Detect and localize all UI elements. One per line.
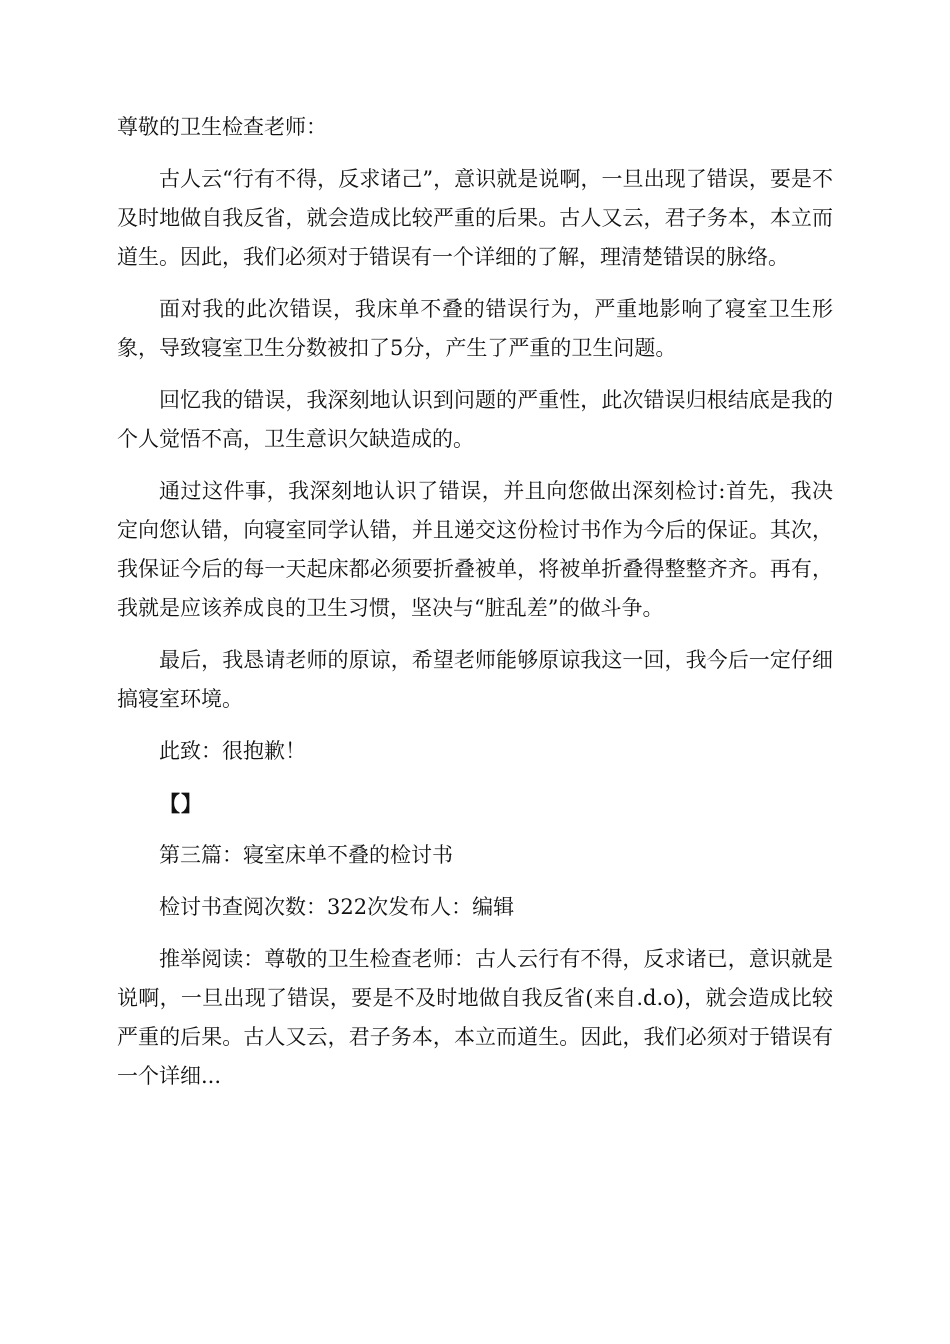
closing-line: 此致：很抱歉！ [159,739,306,763]
paragraph-2: 面对我的此次错误，我床单不叠的错误行为，严重地影响了寝室卫生形象，导致寝室卫生分数被扣了5分，产生了严重的卫生问题。 [117,297,833,360]
salutation: 尊敬的卫生检查老师： [117,115,327,139]
paragraph-3: 回忆我的错误，我深刻地认识到问题的严重性，此次错误归根结底是我的个人觉悟不高，卫生意识欠缺造成的。 [117,388,833,451]
section-title: 第三篇：寝室床单不叠的检讨书 [159,843,453,867]
paragraph-5: 最后，我恳请老师的原谅，希望老师能够原谅我这一回，我今后一定仔细搞寝室环境。 [117,648,833,711]
document-body [117,108,833,1109]
paragraph-1: 古人云“行有不得，反求诸己”，意识就是说啊，一旦出现了错误，要是不及时地做自我反省，就会造成比较严重的后果。古人又云，君子务本，本立而道生。因此，我们必须对于错误有一个详细的了解，理清楚错误的脉络。 [117,167,833,269]
meta-line: 检讨书查阅次数：322次发布人：编辑 [159,895,515,919]
paragraph-4: 通过这件事，我深刻地认识了错误，并且向您做出深刻检讨:首先，我决定向您认错，向寝室同学认错，并且递交这份检讨书作为今后的保证。其次，我保证今后的每一天起床都必须要折叠被单，将被单折叠得整整齐齐。再有，我就是应该养成良的卫生习惯，坚决与“脏乱差”的做斗争。 [117,479,833,620]
recommend-paragraph: 推举阅读：尊敬的卫生检查老师：古人云行有不得，反求诸已，意识就是说啊，一旦出现了错误，要是不及时地做自我反省(来自.d.o)，就会造成比较严重的后果。古人又云，君子务本，本立而道生。因此，我们必须对于错误有一个详细... [117,947,833,1088]
bracket-marker: 【】 [159,791,203,816]
